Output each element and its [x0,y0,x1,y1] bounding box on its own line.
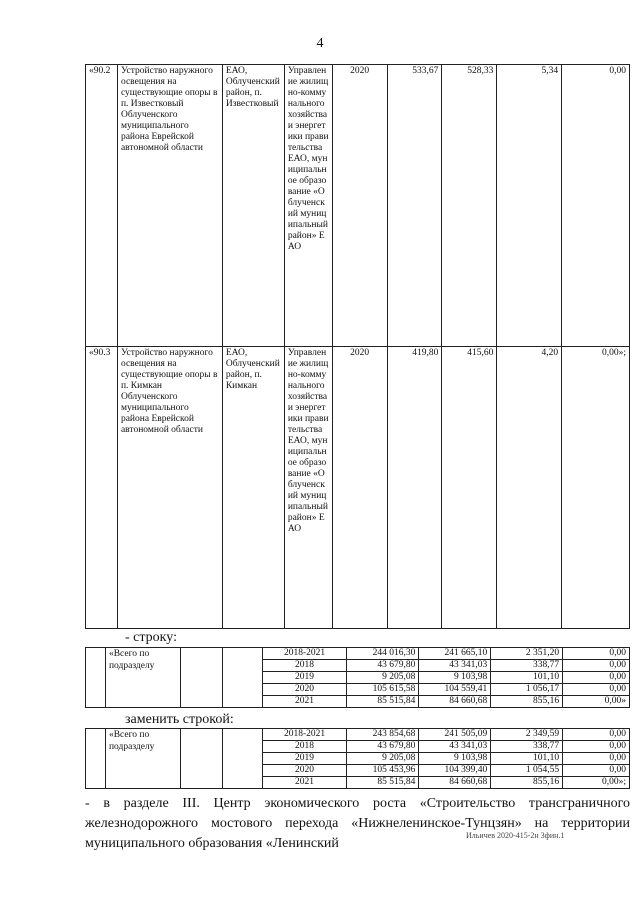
totals-value-4: 0,00»; [563,777,630,789]
row-name: Устройство наружного освещения на существующие опоры в п. Кимкан Облученского муниципального района Еврейской автономной области [117,347,222,629]
totals-value-1: 105 615,58 [347,684,419,696]
empty-cell [86,729,106,789]
row-value-3: 4,20 [497,347,562,629]
totals-value-2: 84 660,68 [419,696,491,708]
totals-value-3: 855,16 [491,696,563,708]
totals-value-1: 9 205,08 [347,672,419,684]
totals-value-2: 43 341,03 [419,741,491,753]
empty-cell [180,729,222,789]
table-row [86,65,630,347]
caption-new-row: заменить строкой: [125,712,234,727]
totals-year: 2018-2021 [262,648,347,660]
totals-value-4: 0,00 [563,672,630,684]
totals-value-4: 0,00 [563,648,630,660]
totals-value-1: 243 854,68 [347,729,419,741]
amendment-paragraph: - в разделе III. Центр экономического роста «Строительство трансграничного железнодорожного мостового перехода «Нижнеленинское-Тунцзян» на территории муниципального образования «Ленинский [85,796,630,851]
row-executor: Управление жилищно-коммунального хозяйства и энергетики правительства ЕАО, муниципальное образование «Облученский муниципальный район» ЕАО [284,65,332,347]
row-value-1: 419,80 [387,347,442,629]
totals-value-4: 0,00 [563,684,630,696]
totals-value-3: 101,10 [491,753,563,765]
row-value-2: 415,60 [442,347,497,629]
totals-value-2: 241 505,09 [419,729,491,741]
row-executor: Управление жилищно-коммунального хозяйства и энергетики правительства ЕАО, муниципальное образование «Облученский муниципальный район» ЕАО [284,347,332,629]
totals-value-1: 244 016,30 [347,648,419,660]
row-year: 2020 [332,65,387,347]
row-number: «90.3 [86,347,118,629]
empty-cell [222,729,262,789]
totals-value-2: 84 660,68 [419,777,491,789]
totals-value-2: 9 103,98 [419,672,491,684]
totals-old-table [85,647,630,708]
totals-year: 2018-2021 [262,729,347,741]
totals-value-3: 338,77 [491,660,563,672]
totals-value-3: 2 349,59 [491,729,563,741]
empty-cell [222,648,262,708]
row-location: ЕАО, Облученский район, п. Кимкан [222,347,284,629]
totals-year: 2020 [262,765,347,777]
totals-value-1: 43 679,80 [347,741,419,753]
totals-year: 2020 [262,684,347,696]
table-row [86,729,630,741]
row-value-4: 0,00»; [562,347,630,629]
totals-label: «Всего по подразделу [105,648,180,708]
totals-value-1: 43 679,80 [347,660,419,672]
totals-value-1: 9 205,08 [347,753,419,765]
row-year: 2020 [332,347,387,629]
totals-value-4: 0,00 [563,765,630,777]
totals-value-2: 104 559,41 [419,684,491,696]
totals-year: 2021 [262,777,347,789]
totals-value-4: 0,00 [563,660,630,672]
totals-label: «Всего по подразделу [105,729,180,789]
program-table [85,64,630,629]
totals-value-4: 0,00» [563,696,630,708]
caption-old-row: - строку: [125,630,177,645]
totals-value-3: 855,16 [491,777,563,789]
totals-value-2: 241 665,10 [419,648,491,660]
totals-year: 2018 [262,741,347,753]
row-value-3: 5,34 [497,65,562,347]
table-row [86,648,630,660]
row-value-2: 528,33 [442,65,497,347]
totals-value-1: 85 515,84 [347,777,419,789]
table-row [86,347,630,629]
totals-value-4: 0,00 [563,753,630,765]
row-name: Устройство наружного освещения на существующие опоры в п. Известковый Облученского муниципального района Еврейской автономной области [117,65,222,347]
totals-value-3: 2 351,20 [491,648,563,660]
totals-year: 2019 [262,672,347,684]
empty-cell [86,648,106,708]
totals-value-3: 338,77 [491,741,563,753]
totals-year: 2019 [262,753,347,765]
empty-cell [180,648,222,708]
totals-value-3: 1 056,17 [491,684,563,696]
totals-value-1: 85 515,84 [347,696,419,708]
totals-value-2: 9 103,98 [419,753,491,765]
totals-year: 2021 [262,696,347,708]
totals-value-2: 43 341,03 [419,660,491,672]
row-value-4: 0,00 [562,65,630,347]
row-value-1: 533,67 [387,65,442,347]
row-number: «90.2 [86,65,118,347]
totals-new-table [85,728,630,789]
page-number: 4 [316,36,324,51]
totals-value-2: 104 399,40 [419,765,491,777]
totals-value-4: 0,00 [563,741,630,753]
totals-value-1: 105 453,96 [347,765,419,777]
totals-value-3: 1 054,55 [491,765,563,777]
document-stamp: Ильичев 2020-415-2н 3фин.1 [466,831,565,840]
totals-year: 2018 [262,660,347,672]
row-location: ЕАО, Облученский район, п. Известковый [222,65,284,347]
totals-value-4: 0,00 [563,729,630,741]
totals-value-3: 101,10 [491,672,563,684]
